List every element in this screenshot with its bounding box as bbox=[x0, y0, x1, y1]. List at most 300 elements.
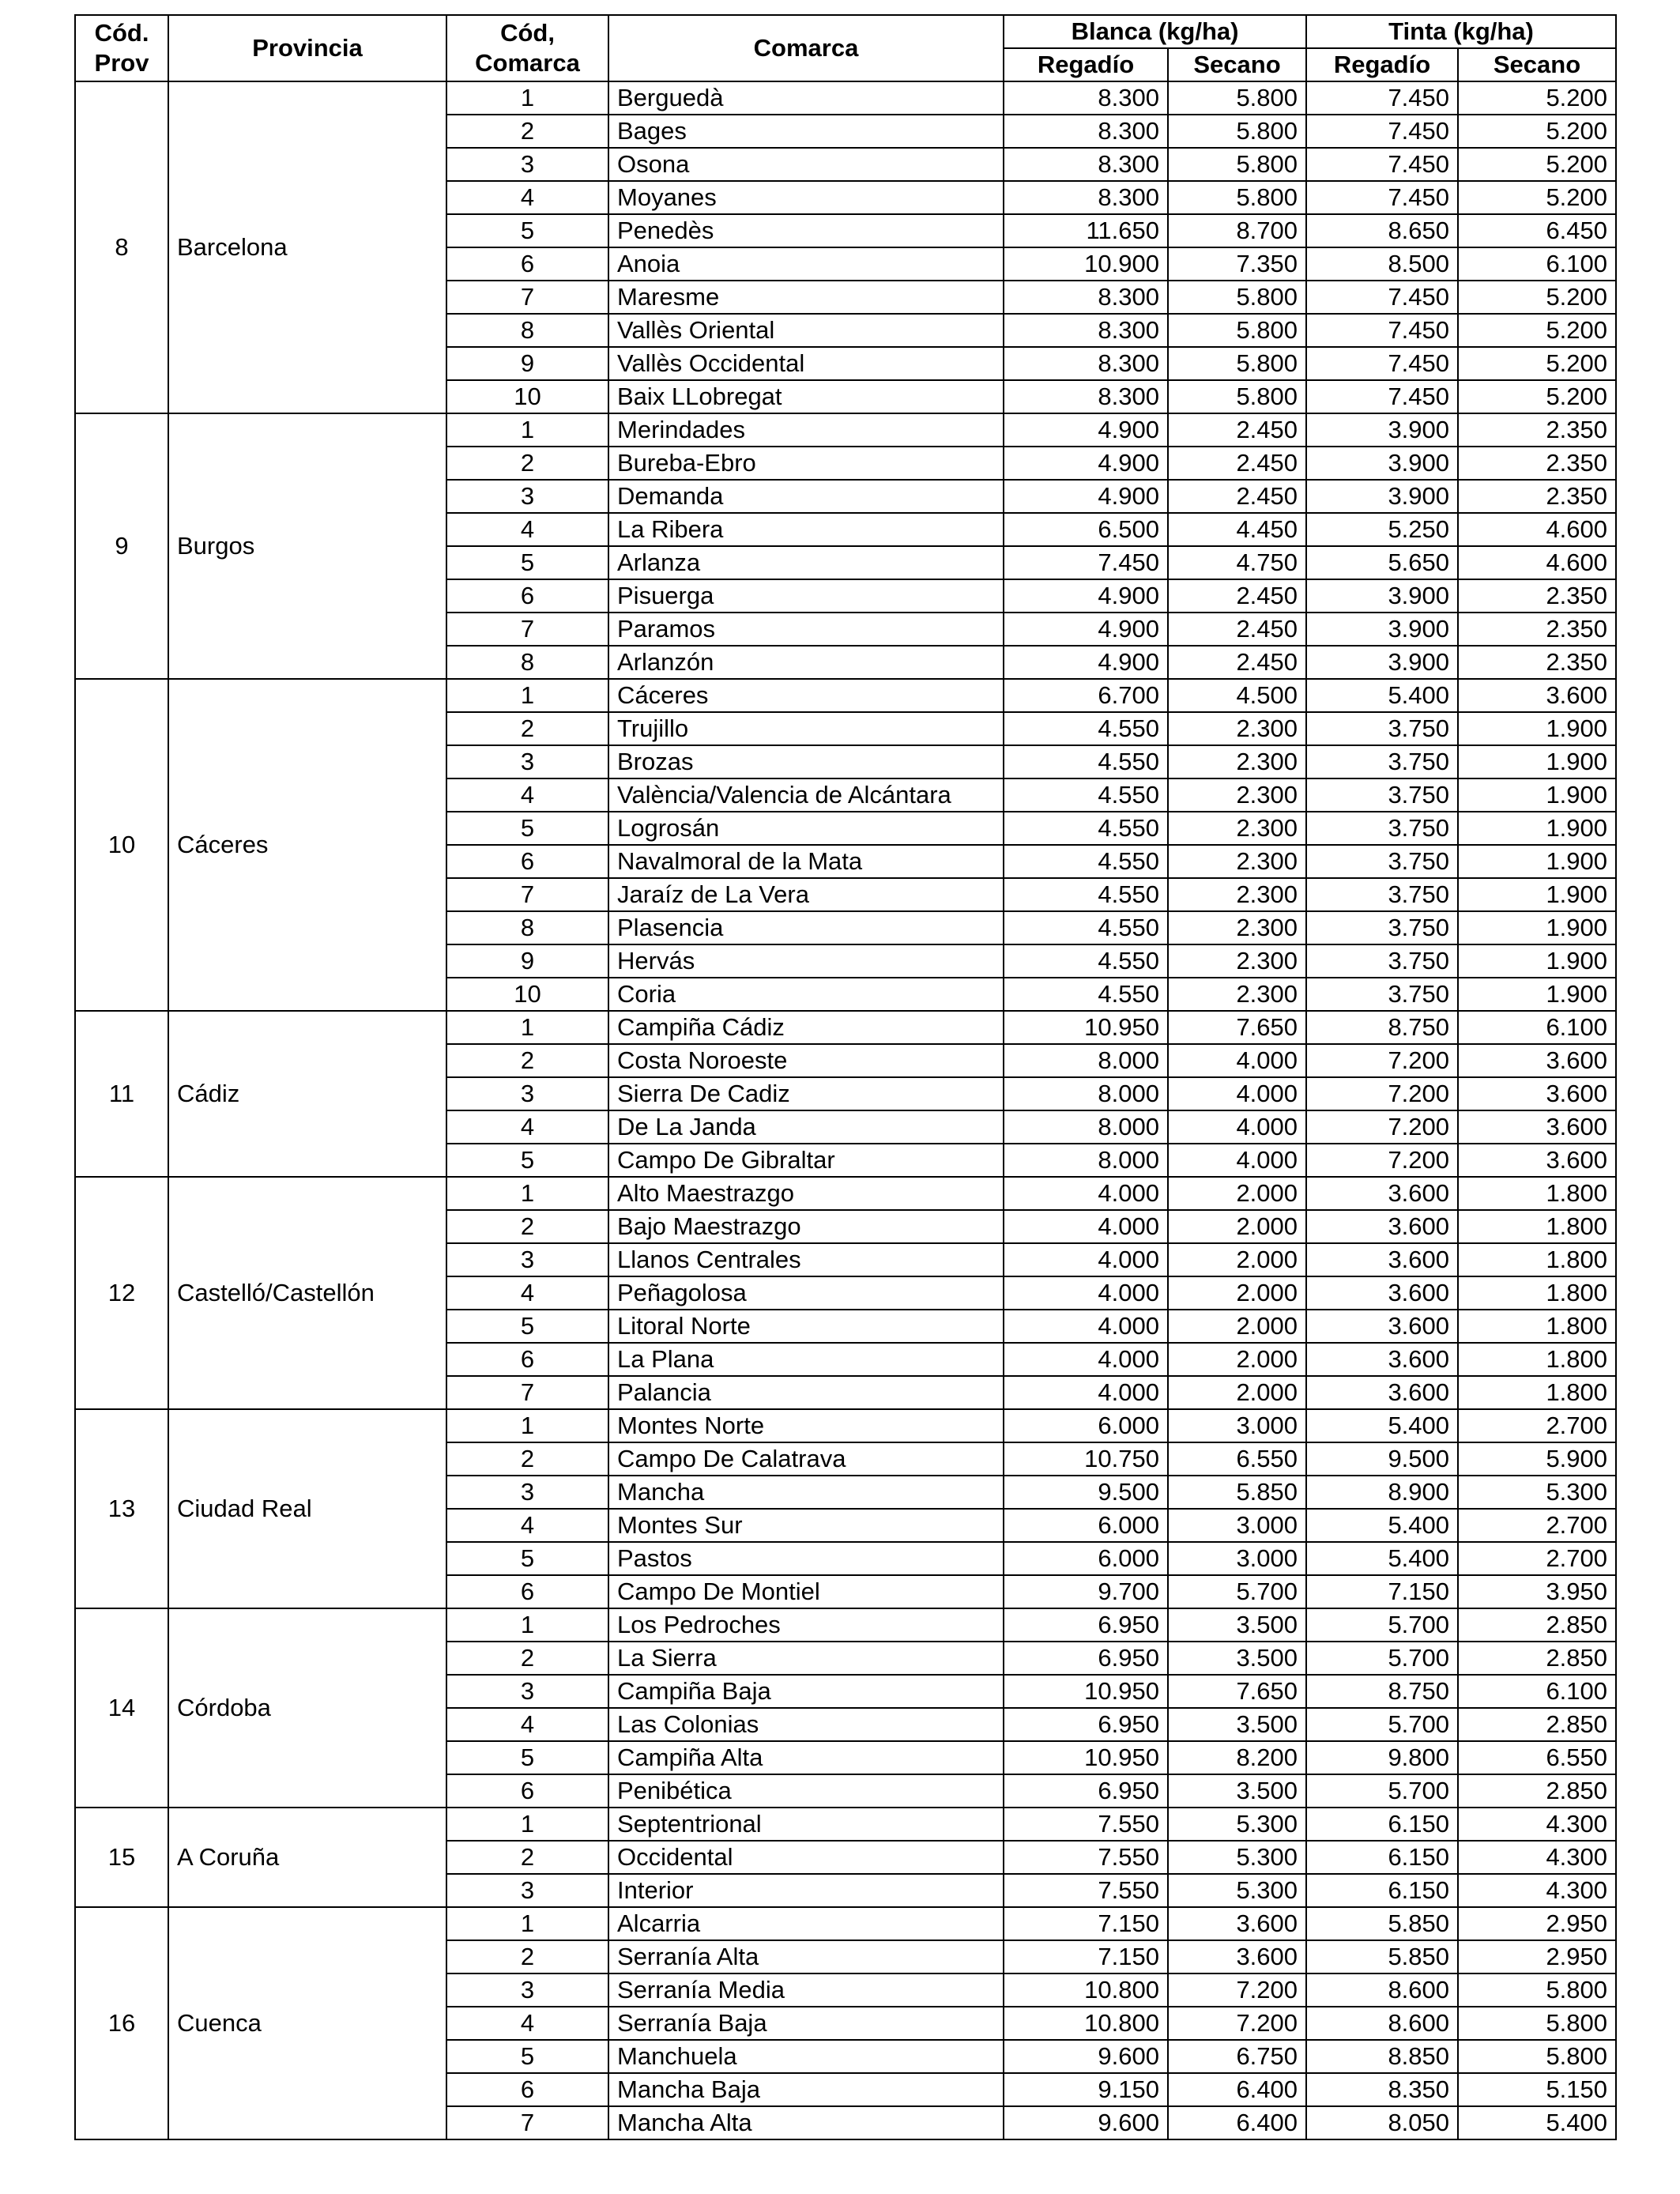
yield-table bbox=[74, 14, 1617, 2140]
blanca-secano-cell: 4.000 bbox=[1168, 1110, 1306, 1144]
tinta-regadio-cell: 5.850 bbox=[1306, 1907, 1458, 1940]
tinta-regadio-cell: 8.500 bbox=[1306, 247, 1458, 281]
tinta-secano-cell: 5.200 bbox=[1458, 314, 1616, 347]
blanca-secano-cell: 2.000 bbox=[1168, 1276, 1306, 1310]
comarca-name-cell: Serranía Media bbox=[608, 1973, 1004, 2007]
blanca-secano-cell: 5.800 bbox=[1168, 115, 1306, 148]
tinta-regadio-cell: 3.750 bbox=[1306, 944, 1458, 978]
tinta-regadio-cell: 5.700 bbox=[1306, 1608, 1458, 1642]
tinta-secano-cell: 6.100 bbox=[1458, 1011, 1616, 1044]
comarca-name-cell: Plasencia bbox=[608, 911, 1004, 944]
blanca-secano-cell: 4.750 bbox=[1168, 546, 1306, 579]
tinta-secano-cell: 1.900 bbox=[1458, 845, 1616, 878]
tinta-regadio-cell: 7.200 bbox=[1306, 1110, 1458, 1144]
header-comarca: Comarca bbox=[608, 15, 1004, 81]
comarca-code-cell: 4 bbox=[446, 2007, 608, 2040]
tinta-regadio-cell: 7.200 bbox=[1306, 1144, 1458, 1177]
comarca-code-cell: 1 bbox=[446, 413, 608, 447]
blanca-regadio-cell: 4.000 bbox=[1004, 1210, 1168, 1243]
blanca-secano-cell: 5.800 bbox=[1168, 281, 1306, 314]
tinta-regadio-cell: 5.700 bbox=[1306, 1642, 1458, 1675]
comarca-name-cell: Arlanzón bbox=[608, 646, 1004, 679]
comarca-name-cell: Campiña Baja bbox=[608, 1675, 1004, 1708]
tinta-secano-cell: 3.600 bbox=[1458, 1144, 1616, 1177]
table-header bbox=[75, 15, 1616, 81]
comarca-code-cell: 6 bbox=[446, 845, 608, 878]
blanca-secano-cell: 4.000 bbox=[1168, 1044, 1306, 1077]
blanca-secano-cell: 2.450 bbox=[1168, 480, 1306, 513]
tinta-secano-cell: 2.350 bbox=[1458, 579, 1616, 613]
comarca-name-cell: Navalmoral de la Mata bbox=[608, 845, 1004, 878]
comarca-code-cell: 2 bbox=[446, 447, 608, 480]
comarca-code-cell: 1 bbox=[446, 679, 608, 712]
blanca-secano-cell: 3.500 bbox=[1168, 1708, 1306, 1741]
tinta-regadio-cell: 8.900 bbox=[1306, 1476, 1458, 1509]
blanca-regadio-cell: 6.950 bbox=[1004, 1708, 1168, 1741]
comarca-code-cell: 7 bbox=[446, 1376, 608, 1409]
tinta-regadio-cell: 5.250 bbox=[1306, 513, 1458, 546]
blanca-regadio-cell: 6.950 bbox=[1004, 1642, 1168, 1675]
tinta-secano-cell: 1.800 bbox=[1458, 1243, 1616, 1276]
blanca-regadio-cell: 8.000 bbox=[1004, 1077, 1168, 1110]
comarca-code-cell: 5 bbox=[446, 1310, 608, 1343]
blanca-regadio-cell: 4.900 bbox=[1004, 579, 1168, 613]
table-body bbox=[75, 81, 1616, 2139]
province-name-cell: Cáceres bbox=[168, 679, 446, 1011]
comarca-code-cell: 3 bbox=[446, 1874, 608, 1907]
comarca-code-cell: 3 bbox=[446, 1973, 608, 2007]
tinta-regadio-cell: 6.150 bbox=[1306, 1874, 1458, 1907]
comarca-name-cell: Mancha bbox=[608, 1476, 1004, 1509]
tinta-regadio-cell: 3.750 bbox=[1306, 911, 1458, 944]
blanca-regadio-cell: 4.550 bbox=[1004, 712, 1168, 745]
tinta-secano-cell: 4.300 bbox=[1458, 1874, 1616, 1907]
tinta-secano-cell: 1.900 bbox=[1458, 712, 1616, 745]
comarca-name-cell: Pastos bbox=[608, 1542, 1004, 1575]
table-row bbox=[75, 1011, 1616, 1044]
blanca-regadio-cell: 6.950 bbox=[1004, 1774, 1168, 1808]
tinta-regadio-cell: 5.650 bbox=[1306, 546, 1458, 579]
tinta-regadio-cell: 7.150 bbox=[1306, 1575, 1458, 1608]
blanca-secano-cell: 2.300 bbox=[1168, 978, 1306, 1011]
blanca-secano-cell: 2.000 bbox=[1168, 1210, 1306, 1243]
comarca-name-cell: Peñagolosa bbox=[608, 1276, 1004, 1310]
blanca-secano-cell: 7.200 bbox=[1168, 2007, 1306, 2040]
blanca-secano-cell: 3.000 bbox=[1168, 1542, 1306, 1575]
table-row bbox=[75, 81, 1616, 115]
blanca-regadio-cell: 7.450 bbox=[1004, 546, 1168, 579]
tinta-secano-cell: 2.700 bbox=[1458, 1509, 1616, 1542]
blanca-regadio-cell: 4.550 bbox=[1004, 978, 1168, 1011]
blanca-secano-cell: 2.000 bbox=[1168, 1376, 1306, 1409]
table-row bbox=[75, 1177, 1616, 1210]
comarca-code-cell: 1 bbox=[446, 1808, 608, 1841]
blanca-regadio-cell: 8.300 bbox=[1004, 380, 1168, 413]
blanca-regadio-cell: 8.000 bbox=[1004, 1044, 1168, 1077]
tinta-regadio-cell: 8.600 bbox=[1306, 1973, 1458, 2007]
tinta-secano-cell: 6.550 bbox=[1458, 1741, 1616, 1774]
tinta-secano-cell: 3.600 bbox=[1458, 1077, 1616, 1110]
tinta-regadio-cell: 3.900 bbox=[1306, 447, 1458, 480]
province-code-cell: 13 bbox=[75, 1409, 168, 1608]
blanca-regadio-cell: 4.000 bbox=[1004, 1310, 1168, 1343]
blanca-secano-cell: 3.000 bbox=[1168, 1509, 1306, 1542]
comarca-code-cell: 2 bbox=[446, 1841, 608, 1874]
blanca-regadio-cell: 8.000 bbox=[1004, 1144, 1168, 1177]
tinta-secano-cell: 4.300 bbox=[1458, 1841, 1616, 1874]
comarca-name-cell: Sierra De Cadiz bbox=[608, 1077, 1004, 1110]
blanca-secano-cell: 6.400 bbox=[1168, 2106, 1306, 2139]
blanca-regadio-cell: 10.950 bbox=[1004, 1011, 1168, 1044]
province-name-cell: Barcelona bbox=[168, 81, 446, 413]
blanca-secano-cell: 2.450 bbox=[1168, 579, 1306, 613]
comarca-name-cell: Montes Sur bbox=[608, 1509, 1004, 1542]
tinta-secano-cell: 4.600 bbox=[1458, 546, 1616, 579]
blanca-secano-cell: 5.300 bbox=[1168, 1841, 1306, 1874]
blanca-regadio-cell: 8.000 bbox=[1004, 1110, 1168, 1144]
tinta-secano-cell: 1.900 bbox=[1458, 878, 1616, 911]
comarca-name-cell: La Plana bbox=[608, 1343, 1004, 1376]
comarca-code-cell: 3 bbox=[446, 480, 608, 513]
tinta-secano-cell: 2.850 bbox=[1458, 1774, 1616, 1808]
blanca-regadio-cell: 4.900 bbox=[1004, 613, 1168, 646]
province-code-cell: 8 bbox=[75, 81, 168, 413]
tinta-regadio-cell: 7.450 bbox=[1306, 314, 1458, 347]
tinta-regadio-cell: 7.200 bbox=[1306, 1044, 1458, 1077]
blanca-regadio-cell: 4.000 bbox=[1004, 1343, 1168, 1376]
blanca-regadio-cell: 9.600 bbox=[1004, 2040, 1168, 2073]
blanca-secano-cell: 3.600 bbox=[1168, 1940, 1306, 1973]
tinta-secano-cell: 5.200 bbox=[1458, 380, 1616, 413]
comarca-code-cell: 4 bbox=[446, 181, 608, 214]
blanca-secano-cell: 2.450 bbox=[1168, 613, 1306, 646]
tinta-secano-cell: 1.900 bbox=[1458, 778, 1616, 812]
tinta-secano-cell: 1.800 bbox=[1458, 1276, 1616, 1310]
tinta-secano-cell: 3.600 bbox=[1458, 1044, 1616, 1077]
comarca-code-cell: 2 bbox=[446, 1940, 608, 1973]
tinta-regadio-cell: 8.750 bbox=[1306, 1011, 1458, 1044]
tinta-secano-cell: 3.600 bbox=[1458, 679, 1616, 712]
tinta-regadio-cell: 3.600 bbox=[1306, 1210, 1458, 1243]
comarca-name-cell: Bureba-Ebro bbox=[608, 447, 1004, 480]
comarca-code-cell: 5 bbox=[446, 1542, 608, 1575]
comarca-name-cell: Occidental bbox=[608, 1841, 1004, 1874]
comarca-code-cell: 1 bbox=[446, 1907, 608, 1940]
blanca-secano-cell: 6.750 bbox=[1168, 2040, 1306, 2073]
tinta-regadio-cell: 5.700 bbox=[1306, 1774, 1458, 1808]
blanca-secano-cell: 3.500 bbox=[1168, 1774, 1306, 1808]
province-code-cell: 12 bbox=[75, 1177, 168, 1409]
blanca-secano-cell: 5.700 bbox=[1168, 1575, 1306, 1608]
table-row bbox=[75, 1409, 1616, 1442]
blanca-secano-cell: 2.300 bbox=[1168, 944, 1306, 978]
blanca-secano-cell: 3.500 bbox=[1168, 1642, 1306, 1675]
blanca-secano-cell: 5.300 bbox=[1168, 1808, 1306, 1841]
comarca-name-cell: Campiña Alta bbox=[608, 1741, 1004, 1774]
blanca-secano-cell: 3.500 bbox=[1168, 1608, 1306, 1642]
tinta-regadio-cell: 3.750 bbox=[1306, 978, 1458, 1011]
tinta-regadio-cell: 3.600 bbox=[1306, 1310, 1458, 1343]
blanca-regadio-cell: 8.300 bbox=[1004, 81, 1168, 115]
tinta-secano-cell: 2.350 bbox=[1458, 646, 1616, 679]
tinta-regadio-cell: 9.800 bbox=[1306, 1741, 1458, 1774]
comarca-code-cell: 2 bbox=[446, 115, 608, 148]
comarca-name-cell: Hervás bbox=[608, 944, 1004, 978]
blanca-regadio-cell: 8.300 bbox=[1004, 148, 1168, 181]
comarca-name-cell: La Ribera bbox=[608, 513, 1004, 546]
blanca-secano-cell: 3.600 bbox=[1168, 1907, 1306, 1940]
tinta-secano-cell: 5.200 bbox=[1458, 347, 1616, 380]
tinta-secano-cell: 1.900 bbox=[1458, 812, 1616, 845]
tinta-regadio-cell: 8.850 bbox=[1306, 2040, 1458, 2073]
blanca-regadio-cell: 8.300 bbox=[1004, 347, 1168, 380]
comarca-name-cell: Campo De Gibraltar bbox=[608, 1144, 1004, 1177]
tinta-secano-cell: 1.800 bbox=[1458, 1210, 1616, 1243]
blanca-secano-cell: 8.700 bbox=[1168, 214, 1306, 247]
blanca-secano-cell: 5.800 bbox=[1168, 181, 1306, 214]
blanca-regadio-cell: 4.550 bbox=[1004, 878, 1168, 911]
tinta-regadio-cell: 3.600 bbox=[1306, 1343, 1458, 1376]
tinta-regadio-cell: 7.450 bbox=[1306, 148, 1458, 181]
tinta-secano-cell: 2.350 bbox=[1458, 447, 1616, 480]
comarca-code-cell: 1 bbox=[446, 1409, 608, 1442]
comarca-code-cell: 1 bbox=[446, 1011, 608, 1044]
comarca-code-cell: 3 bbox=[446, 745, 608, 778]
blanca-regadio-cell: 4.900 bbox=[1004, 413, 1168, 447]
blanca-regadio-cell: 4.900 bbox=[1004, 447, 1168, 480]
comarca-code-cell: 7 bbox=[446, 878, 608, 911]
comarca-name-cell: Cáceres bbox=[608, 679, 1004, 712]
tinta-secano-cell: 2.700 bbox=[1458, 1409, 1616, 1442]
blanca-secano-cell: 7.200 bbox=[1168, 1973, 1306, 2007]
tinta-regadio-cell: 3.600 bbox=[1306, 1376, 1458, 1409]
tinta-regadio-cell: 5.400 bbox=[1306, 1542, 1458, 1575]
comarca-name-cell: Interior bbox=[608, 1874, 1004, 1907]
comarca-name-cell: De La Janda bbox=[608, 1110, 1004, 1144]
blanca-secano-cell: 6.550 bbox=[1168, 1442, 1306, 1476]
province-code-cell: 11 bbox=[75, 1011, 168, 1177]
tinta-secano-cell: 5.900 bbox=[1458, 1442, 1616, 1476]
blanca-secano-cell: 6.400 bbox=[1168, 2073, 1306, 2106]
comarca-code-cell: 5 bbox=[446, 2040, 608, 2073]
comarca-name-cell: Trujillo bbox=[608, 712, 1004, 745]
blanca-secano-cell: 2.300 bbox=[1168, 778, 1306, 812]
blanca-secano-cell: 2.450 bbox=[1168, 413, 1306, 447]
tinta-regadio-cell: 3.900 bbox=[1306, 480, 1458, 513]
table-row bbox=[75, 1907, 1616, 1940]
comarca-code-cell: 6 bbox=[446, 247, 608, 281]
comarca-name-cell: Campiña Cádiz bbox=[608, 1011, 1004, 1044]
comarca-code-cell: 4 bbox=[446, 1509, 608, 1542]
tinta-regadio-cell: 3.600 bbox=[1306, 1243, 1458, 1276]
blanca-secano-cell: 2.450 bbox=[1168, 646, 1306, 679]
tinta-secano-cell: 1.900 bbox=[1458, 745, 1616, 778]
comarca-name-cell: Logrosán bbox=[608, 812, 1004, 845]
blanca-regadio-cell: 4.550 bbox=[1004, 911, 1168, 944]
tinta-secano-cell: 1.900 bbox=[1458, 911, 1616, 944]
tinta-regadio-cell: 3.600 bbox=[1306, 1276, 1458, 1310]
blanca-regadio-cell: 10.800 bbox=[1004, 1973, 1168, 2007]
blanca-secano-cell: 5.800 bbox=[1168, 148, 1306, 181]
tinta-regadio-cell: 7.450 bbox=[1306, 347, 1458, 380]
province-name-cell: Castelló/Castellón bbox=[168, 1177, 446, 1409]
tinta-secano-cell: 2.350 bbox=[1458, 613, 1616, 646]
tinta-regadio-cell: 7.450 bbox=[1306, 115, 1458, 148]
comarca-code-cell: 5 bbox=[446, 1741, 608, 1774]
province-name-cell: Cuenca bbox=[168, 1907, 446, 2139]
header-blanca: Blanca (kg/ha) bbox=[1004, 15, 1306, 48]
comarca-code-cell: 4 bbox=[446, 1708, 608, 1741]
tinta-regadio-cell: 3.750 bbox=[1306, 745, 1458, 778]
comarca-name-cell: Jaraíz de La Vera bbox=[608, 878, 1004, 911]
blanca-secano-cell: 2.300 bbox=[1168, 745, 1306, 778]
comarca-code-cell: 2 bbox=[446, 1442, 608, 1476]
tinta-secano-cell: 4.600 bbox=[1458, 513, 1616, 546]
tinta-secano-cell: 2.350 bbox=[1458, 480, 1616, 513]
comarca-name-cell: Palancia bbox=[608, 1376, 1004, 1409]
header-provincia: Provincia bbox=[168, 15, 446, 81]
comarca-name-cell: Septentrional bbox=[608, 1808, 1004, 1841]
comarca-name-cell: Montes Norte bbox=[608, 1409, 1004, 1442]
comarca-code-cell: 8 bbox=[446, 314, 608, 347]
blanca-secano-cell: 5.800 bbox=[1168, 380, 1306, 413]
tinta-secano-cell: 1.800 bbox=[1458, 1376, 1616, 1409]
blanca-secano-cell: 5.800 bbox=[1168, 81, 1306, 115]
comarca-name-cell: La Sierra bbox=[608, 1642, 1004, 1675]
blanca-secano-cell: 4.000 bbox=[1168, 1077, 1306, 1110]
blanca-secano-cell: 4.450 bbox=[1168, 513, 1306, 546]
province-code-cell: 9 bbox=[75, 413, 168, 679]
tinta-regadio-cell: 7.200 bbox=[1306, 1077, 1458, 1110]
table-row bbox=[75, 413, 1616, 447]
tinta-secano-cell: 2.850 bbox=[1458, 1708, 1616, 1741]
tinta-secano-cell: 5.400 bbox=[1458, 2106, 1616, 2139]
comarca-code-cell: 6 bbox=[446, 579, 608, 613]
comarca-name-cell: Las Colonias bbox=[608, 1708, 1004, 1741]
tinta-secano-cell: 5.200 bbox=[1458, 148, 1616, 181]
header-tinta: Tinta (kg/ha) bbox=[1306, 15, 1616, 48]
blanca-regadio-cell: 6.700 bbox=[1004, 679, 1168, 712]
blanca-regadio-cell: 4.550 bbox=[1004, 778, 1168, 812]
comarca-code-cell: 9 bbox=[446, 944, 608, 978]
blanca-secano-cell: 2.300 bbox=[1168, 878, 1306, 911]
tinta-secano-cell: 5.200 bbox=[1458, 281, 1616, 314]
tinta-secano-cell: 3.950 bbox=[1458, 1575, 1616, 1608]
comarca-code-cell: 2 bbox=[446, 1642, 608, 1675]
tinta-regadio-cell: 8.050 bbox=[1306, 2106, 1458, 2139]
comarca-name-cell: Serranía Alta bbox=[608, 1940, 1004, 1973]
header-blanca-secano: Secano bbox=[1168, 48, 1306, 81]
tinta-secano-cell: 2.950 bbox=[1458, 1907, 1616, 1940]
blanca-regadio-cell: 6.000 bbox=[1004, 1542, 1168, 1575]
tinta-secano-cell: 5.150 bbox=[1458, 2073, 1616, 2106]
tinta-secano-cell: 5.200 bbox=[1458, 115, 1616, 148]
blanca-regadio-cell: 4.000 bbox=[1004, 1243, 1168, 1276]
tinta-regadio-cell: 8.350 bbox=[1306, 2073, 1458, 2106]
tinta-regadio-cell: 8.750 bbox=[1306, 1675, 1458, 1708]
comarca-code-cell: 2 bbox=[446, 712, 608, 745]
blanca-regadio-cell: 4.900 bbox=[1004, 480, 1168, 513]
tinta-regadio-cell: 5.400 bbox=[1306, 1509, 1458, 1542]
comarca-name-cell: Maresme bbox=[608, 281, 1004, 314]
table-row bbox=[75, 1808, 1616, 1841]
comarca-name-cell: Berguedà bbox=[608, 81, 1004, 115]
comarca-code-cell: 7 bbox=[446, 2106, 608, 2139]
comarca-code-cell: 4 bbox=[446, 513, 608, 546]
blanca-regadio-cell: 6.000 bbox=[1004, 1409, 1168, 1442]
comarca-name-cell: Brozas bbox=[608, 745, 1004, 778]
header-cod-comarca: Cód, Comarca bbox=[446, 15, 608, 81]
blanca-secano-cell: 2.300 bbox=[1168, 712, 1306, 745]
province-name-cell: A Coruña bbox=[168, 1808, 446, 1907]
tinta-regadio-cell: 3.750 bbox=[1306, 712, 1458, 745]
table-row bbox=[75, 679, 1616, 712]
tinta-regadio-cell: 3.900 bbox=[1306, 646, 1458, 679]
province-code-cell: 15 bbox=[75, 1808, 168, 1907]
comarca-name-cell: Mancha Alta bbox=[608, 2106, 1004, 2139]
province-code-cell: 10 bbox=[75, 679, 168, 1011]
comarca-code-cell: 3 bbox=[446, 1476, 608, 1509]
blanca-secano-cell: 7.650 bbox=[1168, 1011, 1306, 1044]
comarca-name-cell: Vallès Oriental bbox=[608, 314, 1004, 347]
tinta-regadio-cell: 6.150 bbox=[1306, 1808, 1458, 1841]
comarca-code-cell: 7 bbox=[446, 613, 608, 646]
comarca-name-cell: Campo De Calatrava bbox=[608, 1442, 1004, 1476]
blanca-secano-cell: 2.000 bbox=[1168, 1343, 1306, 1376]
tinta-regadio-cell: 8.650 bbox=[1306, 214, 1458, 247]
comarca-name-cell: Penibética bbox=[608, 1774, 1004, 1808]
comarca-name-cell: Manchuela bbox=[608, 2040, 1004, 2073]
comarca-code-cell: 4 bbox=[446, 778, 608, 812]
comarca-name-cell: Anoia bbox=[608, 247, 1004, 281]
comarca-name-cell: Vallès Occidental bbox=[608, 347, 1004, 380]
tinta-regadio-cell: 3.750 bbox=[1306, 778, 1458, 812]
blanca-secano-cell: 2.000 bbox=[1168, 1310, 1306, 1343]
tinta-secano-cell: 5.200 bbox=[1458, 81, 1616, 115]
blanca-secano-cell: 5.800 bbox=[1168, 347, 1306, 380]
tinta-secano-cell: 5.800 bbox=[1458, 1973, 1616, 2007]
comarca-code-cell: 8 bbox=[446, 911, 608, 944]
comarca-code-cell: 10 bbox=[446, 978, 608, 1011]
blanca-regadio-cell: 6.000 bbox=[1004, 1509, 1168, 1542]
comarca-name-cell: Coria bbox=[608, 978, 1004, 1011]
tinta-secano-cell: 5.800 bbox=[1458, 2040, 1616, 2073]
comarca-name-cell: Bages bbox=[608, 115, 1004, 148]
comarca-code-cell: 3 bbox=[446, 1077, 608, 1110]
blanca-regadio-cell: 9.150 bbox=[1004, 2073, 1168, 2106]
comarca-name-cell: Demanda bbox=[608, 480, 1004, 513]
tinta-regadio-cell: 6.150 bbox=[1306, 1841, 1458, 1874]
tinta-secano-cell: 2.350 bbox=[1458, 413, 1616, 447]
province-code-cell: 14 bbox=[75, 1608, 168, 1808]
blanca-regadio-cell: 4.550 bbox=[1004, 944, 1168, 978]
comarca-code-cell: 1 bbox=[446, 1177, 608, 1210]
header-tinta-secano: Secano bbox=[1458, 48, 1616, 81]
blanca-regadio-cell: 6.950 bbox=[1004, 1608, 1168, 1642]
blanca-regadio-cell: 10.950 bbox=[1004, 1675, 1168, 1708]
comarca-name-cell: Litoral Norte bbox=[608, 1310, 1004, 1343]
blanca-regadio-cell: 9.600 bbox=[1004, 2106, 1168, 2139]
comarca-name-cell: Bajo Maestrazgo bbox=[608, 1210, 1004, 1243]
province-name-cell: Ciudad Real bbox=[168, 1409, 446, 1608]
blanca-regadio-cell: 4.550 bbox=[1004, 745, 1168, 778]
tinta-regadio-cell: 3.900 bbox=[1306, 579, 1458, 613]
blanca-regadio-cell: 4.550 bbox=[1004, 845, 1168, 878]
comarca-code-cell: 2 bbox=[446, 1210, 608, 1243]
comarca-code-cell: 6 bbox=[446, 2073, 608, 2106]
blanca-secano-cell: 8.200 bbox=[1168, 1741, 1306, 1774]
blanca-regadio-cell: 9.700 bbox=[1004, 1575, 1168, 1608]
